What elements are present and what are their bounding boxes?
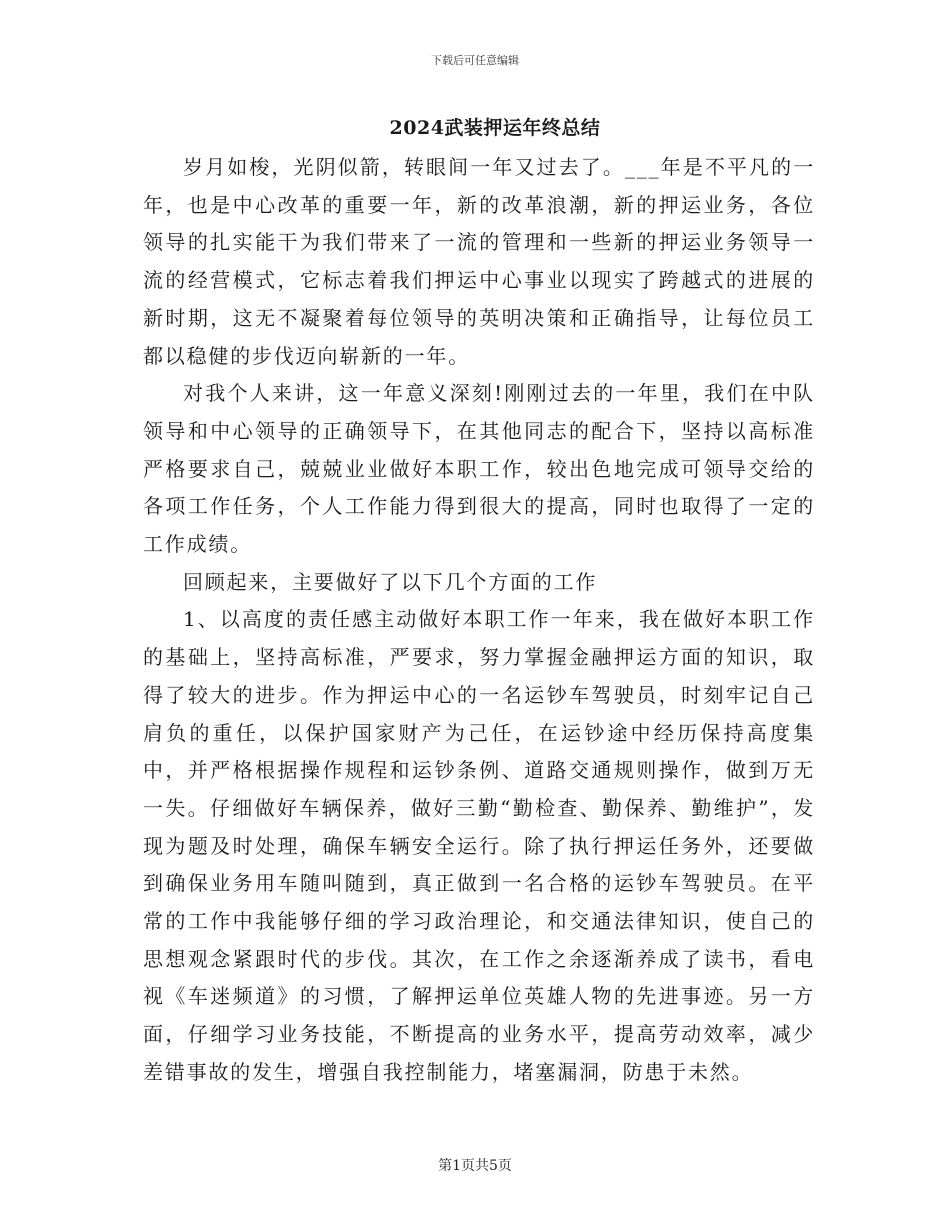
document-title: 2024武装押运年终总结 <box>389 117 601 139</box>
paragraph-item-1: 1、以高度的责任感主动做好本职工作一年来，我在做好本职工作的基础上，坚持高标准，严要求，努力掌握金融押运方面的知识，取得了较大的进步。作为押运中心的一名运钞车驾驶员，时刻牢记自己肩负的重任，以保护国家财产为己任，在运钞途中经历保持高度集中，并严格根据操作规程和运钞条例、道路交通规则操作，做到万无一失。仔细做好车辆保养，做好三勤“勤检查、勤保养、勤维护”，发现为题及时处理，确保车辆安全运行。除了执行押运任务外，还要做到确保业务用车随叫随到，真正做到一名合格的运钞车驾驶员。在平常的工作中我能够仔细的学习政治理论，和交通法律知识，使自己的思想观念紧跟时代的步伐。其次，在工作之余逐渐养成了读书，看电视《车迷频道》的习惯，了解押运单位英雄人物的先进事迹。另一方面，仔细学习业务技能，不断提高的业务水平，提高劳动效率，减少差错事故的发生，增强自我控制能力，堵塞漏洞，防患于未然。 <box>143 607 815 1084</box>
page-number: 第1页共5页 <box>438 1158 512 1174</box>
paragraph-review: 回顾起来，主要做好了以下几个方面的工作 <box>183 569 598 594</box>
document-body <box>143 149 815 1092</box>
page-header-note: 下载后可任意编辑 <box>431 54 519 67</box>
paragraph-intro: 岁月如梭，光阴似箭，转眼间一年又过去了。___年是不平凡的一年，也是中心改革的重要一年，新的改革浪潮，新的押运业务，各位领导的扎实能干为我们带来了一流的管理和一些新的押运业务领导一流的经营模式，它标志着我们押运中心事业以现实了跨越式的进展的新时期，这无不凝聚着每位领导的英明决策和正确指导，让每位员工都以稳健的步伐迈向崭新的一年。 <box>143 155 815 368</box>
paragraph-personal: 对我个人来讲，这一年意义深刻!刚刚过去的一年里，我们在中队领导和中心领导的正确领导下，在其他同志的配合下，坚持以高标准严格要求自己，兢兢业业做好本职工作，较出色地完成可领导交给的各项工作任务，个人工作能力得到很大的提高，同时也取得了一定的工作成绩。 <box>143 381 815 557</box>
